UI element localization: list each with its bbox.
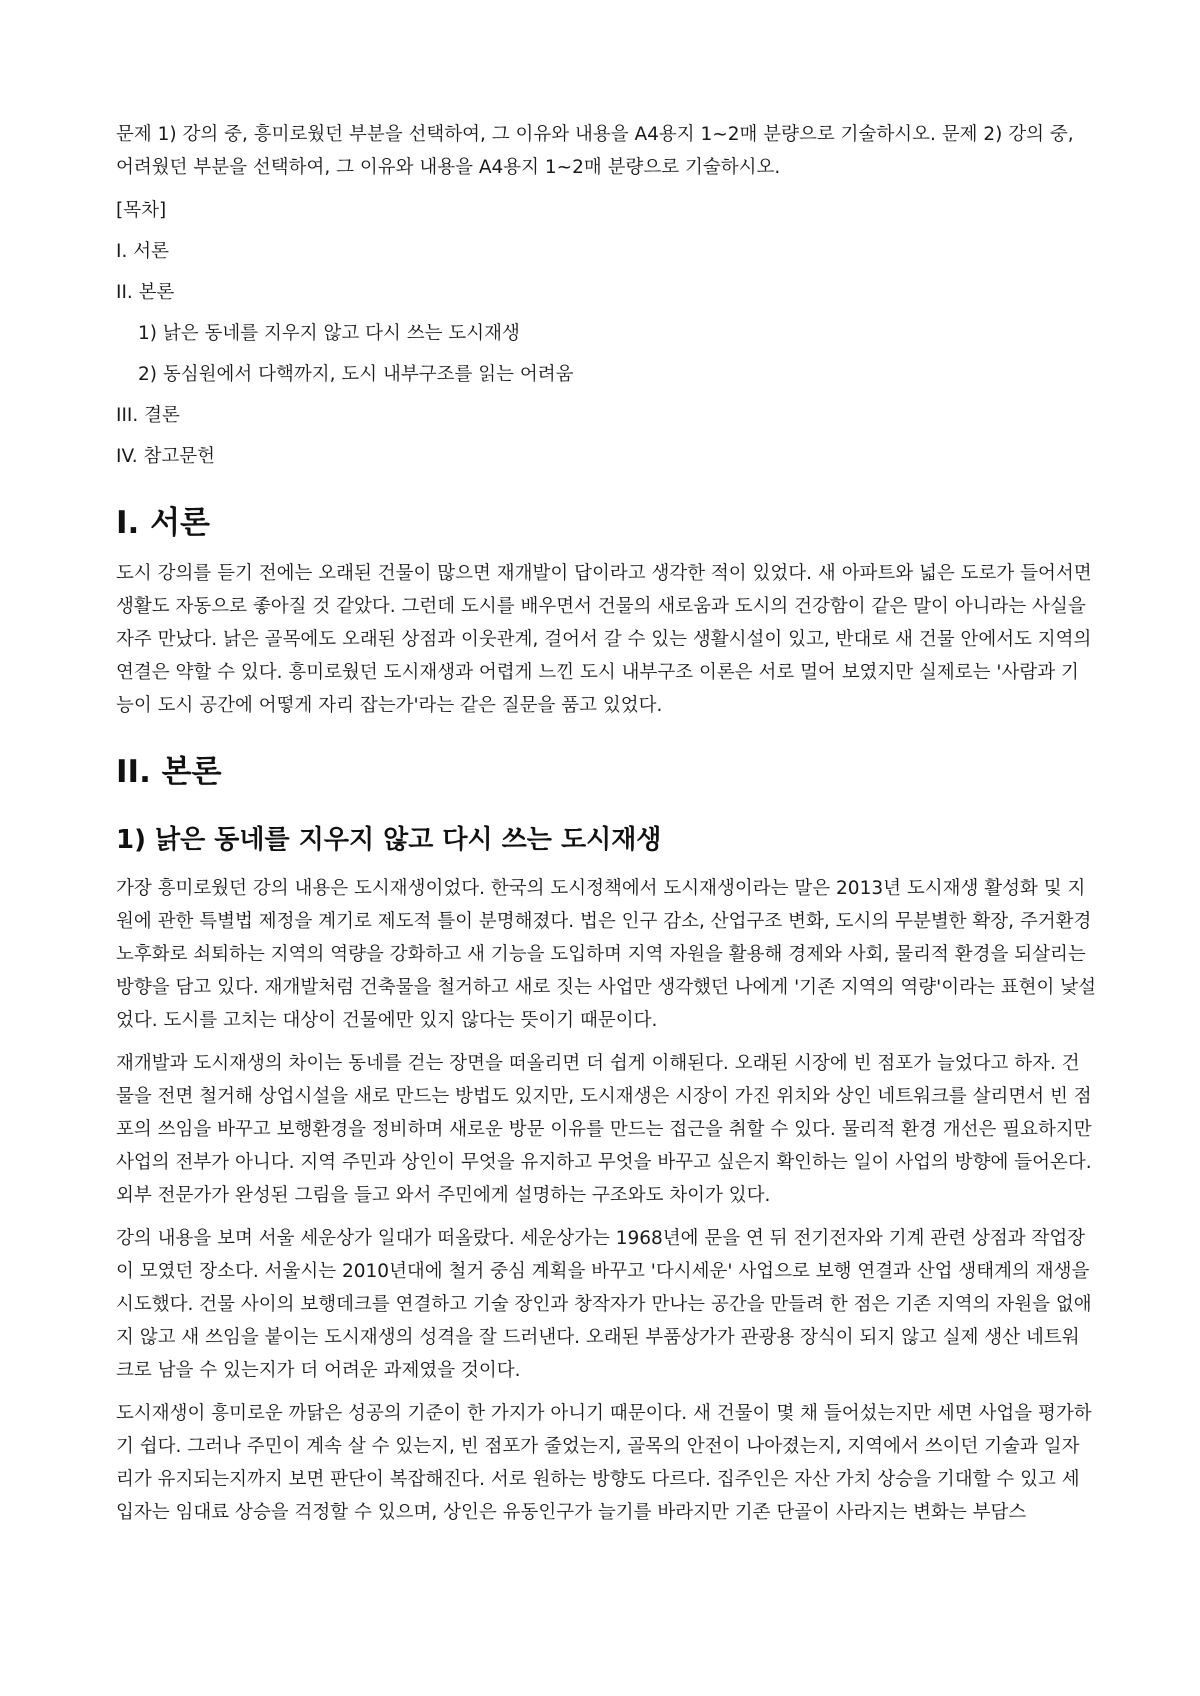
toc-item-references: IV. 참고문헌 [116,446,215,467]
section-heading-intro: I. 서론 [116,505,210,541]
toc-item-body: II. 본론 [116,282,175,303]
toc-item-body-1: 1) 낡은 동네를 지우지 않고 다시 쓰는 도시재생 [138,323,520,344]
toc-title: [목차] [116,200,167,221]
body-paragraph: 강의 내용을 보며 서울 세운상가 일대가 떠올랐다. 세운상가는 1968년에 문을 연 뒤 전기전자와 기계 관련 상점과 작업장이 모였던 장소다. 서울시는 2010년대에 철거 중심 계획을 바꾸고 '다시세운' 사업으로 보행 연결과 산업 생태계의 재생을 시도했다. 건물 사이의 보행데크를 연결하고 기술 장인과 창작자가 만나는 공간을 만들려 한 점은 기존 지역의 자원을 없애지 않고 새 쓰임을 붙이는 도시재생의 성격을 잘 드러낸다. 오래된 부품상가가 관광용 장식이 되지 않고 실제 생산 네트워크로 남을 수 있는지가 더 어려운 과제였을 것이다. [116,1228,1092,1381]
assignment-prompt: 문제 1) 강의 중, 흥미로웠던 부분을 선택하여, 그 이유와 내용을 A4용지 1~2매 분량으로 기술하시오. 문제 2) 강의 중, 어려웠던 부분을 선택하여, 그 이유와 내용을 A4용지 1~2매 분량으로 기술하시오. [116,124,1074,178]
body-paragraph: 가장 흥미로웠던 강의 내용은 도시재생이었다. 한국의 도시정책에서 도시재생이라는 말은 2013년 도시재생 활성화 및 지원에 관한 특별법 제정을 계기로 제도적 틀이 분명해졌다. 법은 인구 감소, 산업구조 변화, 도시의 무분별한 확장, 주거환경 노후화로 쇠퇴하는 지역의 역량을 강화하고 새 기능을 도입하며 지역 자원을 활용해 경제와 사회, 물리적 환경을 되살리는 방향을 담고 있다. 재개발처럼 건축물을 철거하고 새로 짓는 사업만 생각했던 나에게 '기존 지역의 역량'이라는 표현이 낯설었다. 도시를 고치는 대상이 건물에만 있지 않다는 뜻이기 때문이다. [116,878,1096,1031]
toc-item-conclusion: III. 결론 [116,405,180,426]
body-paragraph: 재개발과 도시재생의 차이는 동네를 걷는 장면을 떠올리면 더 쉽게 이해된다. 오래된 시장에 빈 점포가 늘었다고 하자. 건물을 전면 철거해 상업시설을 새로 만드는 방법도 있지만, 도시재생은 시장이 가진 위치와 상인 네트워크를 살리면서 빈 점포의 쓰임을 바꾸고 보행환경을 정비하며 새로운 방문 이유를 만드는 접근을 취할 수 있다. 물리적 환경 개선은 필요하지만 사업의 전부가 아니다. 지역 주민과 상인이 무엇을 유지하고 무엇을 바꾸고 싶은지 확인하는 일이 사업의 방향에 들어온다. 외부 전문가가 완성된 그림을 들고 와서 주민에게 설명하는 구조와도 차이가 있다. [116,1053,1092,1206]
intro-paragraph: 도시 강의를 듣기 전에는 오래된 건물이 많으면 재개발이 답이라고 생각한 적이 있었다. 새 아파트와 넓은 도로가 들어서면 생활도 자동으로 좋아질 것 같았다. 그런데 도시를 배우면서 건물의 새로움과 도시의 건강함이 같은 말이 아니라는 사실을 자주 만났다. 낡은 골목에도 오래된 상점과 이웃관계, 걸어서 갈 수 있는 생활시설이 있고, 반대로 새 건물 안에서도 지역의 연결은 약할 수 있다. 흥미로웠던 도시재생과 어렵게 느낀 도시 내부구조 이론은 서로 멀어 보였지만 실제로는 '사람과 기능이 도시 공간에 어떻게 자리 잡는가'라는 같은 질문을 품고 있었다. [116,563,1092,716]
subsection-heading-1: 1) 낡은 동네를 지우지 않고 다시 쓰는 도시재생 [116,825,662,855]
toc-item-body-2: 2) 동심원에서 다핵까지, 도시 내부구조를 읽는 어려움 [138,364,574,385]
table-of-contents [116,235,1096,473]
body-paragraph: 도시재생이 흥미로운 까닭은 성공의 기준이 한 가지가 아니기 때문이다. 새 건물이 몇 채 들어섰는지만 세면 사업을 평가하기 쉽다. 그러나 주민이 계속 살 수 있는지, 빈 점포가 줄었는지, 골목의 안전이 나아졌는지, 지역에서 쓰이던 기술과 일자리가 유지되는지까지 보면 판단이 복잡해진다. 서로 원하는 방향도 다르다. 집주인은 자산 가치 상승을 기대할 수 있고 세입자는 임대료 상승을 걱정할 수 있으며, 상인은 유동인구가 늘기를 바라지만 기존 단골이 사라지는 변화는 부담스 [116,1403,1092,1523]
toc-item-intro: I. 서론 [116,241,169,262]
section-heading-body: II. 본론 [116,754,222,790]
